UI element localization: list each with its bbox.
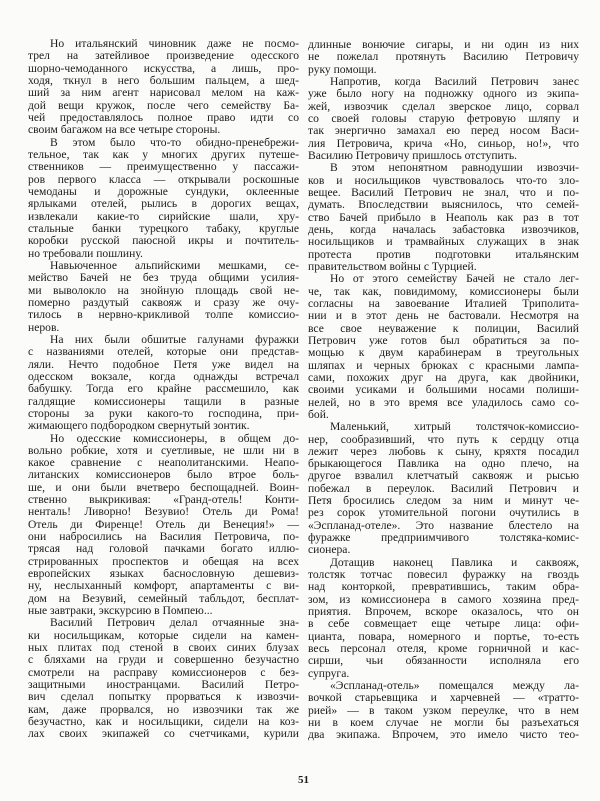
text-line: Напротив, когда Василий Петрович занес	[330, 74, 579, 88]
text-line: ший за ним агент нарисовал мелом на каж-	[28, 86, 299, 100]
text-line: побежал в переулок. Василий Петрович и	[308, 481, 579, 495]
text-line: Дотащив наконец Павлика и саквояж,	[330, 555, 579, 569]
text-line: лия Петровича, крича «Но, синьор, но!», что	[308, 136, 579, 150]
page-number: 51	[298, 774, 309, 786]
text-line: ше, и они были вчетверо беспощадней. Воин-	[28, 480, 299, 494]
text-line: Василию Петровичу пришлось отступить.	[308, 148, 518, 162]
text-line: неров.	[28, 320, 60, 334]
text-line: зом, из комиссионера в самого хозяина пред-	[308, 592, 579, 606]
text-line: вольно робкие, хотя и суетливые, не шли ни в	[28, 443, 299, 457]
text-line: так энергично замахал ею перед носом Васи-	[308, 124, 579, 138]
text-line: жей, извозчик сделал зверское лицо, сорвал	[308, 99, 579, 113]
text-line: ров первого класса — открывали роскошные	[28, 172, 299, 186]
text-line: вич сделал попытку прорваться к извозчи-	[28, 690, 299, 704]
paragraph	[28, 334, 299, 433]
paragraph	[308, 421, 579, 557]
text-line: ми выволокло на знойную площадь свой не-	[28, 283, 299, 297]
text-line: «Эспланад-отеле». Это название блестело на	[308, 518, 579, 532]
text-line: сами, похожих друг на друга, как двойники,	[308, 370, 579, 384]
text-line: все свое неуважение к полиции, Василий	[308, 321, 579, 335]
text-line: Василий Петрович делал отчаянные зна-	[50, 616, 299, 630]
text-line: сионера.	[308, 543, 351, 557]
text-line: шляпах и черных брюках с красными лампа-	[308, 358, 579, 372]
text-line: ков и носильщиков чувствовалось что-то зло-	[308, 173, 579, 187]
text-line: ство Бачей прибыло в Неаполь как раз в тот	[308, 210, 579, 224]
text-line: «Эспланад-отель» помещался между ла-	[330, 679, 579, 693]
text-line: литанских комиссионеров было втрое боль-	[28, 468, 299, 482]
text-line: померно раздутый саквояж и сразу же очу-	[28, 295, 299, 309]
text-line: стрированных проспектов и обещая на всех	[28, 554, 299, 568]
paragraph	[28, 260, 299, 334]
text-line: безучастно, как и носильщики, сидели на коз-	[28, 715, 299, 729]
text-line: ных плитах под стеной в своих синих блузах	[28, 641, 299, 655]
text-line: шорно-чемоданного искусства, а лишь, про-	[28, 61, 299, 75]
text-line: извлекали какие-то сирийские шали, хру-	[28, 209, 299, 223]
text-line: ки носильщикам, которые сидели на камен-	[28, 628, 299, 642]
text-line: Отель ди Фиренце! Отель ди Венеция!» —	[28, 517, 299, 531]
paragraph	[28, 137, 299, 260]
text-line: своими усиками и большими носами полиши-	[308, 383, 579, 397]
text-line: руку помощи.	[308, 62, 377, 76]
text-line: че, так как, повидимому, комиссионеры были	[308, 284, 579, 298]
text-line: мейство Бачей не без труда общими усилия-	[28, 271, 299, 285]
paragraph	[308, 39, 579, 76]
text-line: жимающего подбородком свернутый зонтик.	[28, 419, 250, 433]
text-line: сирши, чьи обязанности исполняла его	[308, 654, 579, 668]
text-line: Но от этого семейству Бачей не стало лег-	[330, 272, 579, 286]
text-line: два экипажа. Впрочем, это имело чисто тео-	[308, 728, 579, 742]
text-line: но требовали пошлину.	[28, 246, 143, 260]
text-line: ярлыками отелей, рылись в дорогих вещах,	[28, 197, 299, 211]
text-line: европейских языках баснословную дешевиз-	[28, 567, 299, 581]
text-line: дой вещи кружок, после чего семейству Ба-	[28, 98, 299, 112]
text-line: тилось в нервно-крикливой толпе комиссио-	[28, 308, 299, 322]
text-line: В этом непонятном равнодушии извозчи-	[330, 161, 579, 175]
text-line: рией» — в таком узком переулке, что в нем	[308, 703, 579, 717]
text-line: В этом было что-то обидно-пренебрежи-	[50, 135, 299, 149]
text-line: цианта, повара, номерного и портье, то-есть	[308, 629, 579, 643]
text-line: ну, неслыханный комфорт, апартаменты с ви-	[28, 579, 299, 593]
text-line: вещее. Василий Петрович не знал, что и по-	[308, 185, 579, 199]
text-line: ни в коем случае не могли бы разъехаться	[308, 716, 579, 730]
text-line: фуражке предприимчивого толстяка-комис-	[308, 531, 579, 545]
text-line: ные завтраки, экскурсию в Помпею...	[28, 604, 213, 618]
text-line: стальные банки турецкого табаку, круглые	[28, 221, 299, 235]
text-line: одесском вокзале, когда однажды встречал	[28, 369, 299, 383]
text-line: нии и в этот день не бастовали. Несмотря на	[308, 309, 579, 323]
text-line: тельное, так как у многих других путеше-	[28, 147, 299, 161]
text-line: длинные вонючие сигары, и ни один из них	[308, 38, 579, 51]
text-line: супруга.	[308, 666, 350, 680]
text-line: ляли. Нечто подобное Петя уже видел на	[28, 357, 299, 371]
text-line: ненталь! Ливорно! Везувио! Отель ди Рома!	[28, 505, 299, 519]
text-line: они набросились на Василия Петровича, по-	[28, 530, 299, 544]
paragraph	[308, 162, 579, 273]
text-column-right	[308, 39, 579, 742]
text-line: со своей головы старую фетровую шляпу и	[308, 111, 579, 125]
text-line: нер, сообразивший, что путь к сердцу отца	[308, 432, 579, 446]
text-line: кам, даже прорвался, но извозчики так же	[28, 702, 299, 716]
text-line: думать. Впоследствии выяснилось, что семей-	[308, 198, 579, 212]
text-line: не пожелал протянуть Василию Петровичу	[308, 50, 579, 64]
paragraph	[28, 617, 299, 740]
text-line: с бляхами на груди и совершенно безучастно	[28, 653, 299, 667]
paragraph	[308, 680, 579, 742]
text-line: дом на Везувий, семейный табльдот, бесплат-	[28, 591, 299, 605]
text-line: трясая над головой пачками богато иллю-	[28, 542, 299, 556]
text-line: Но одесские комиссионеры, в общем до-	[50, 431, 299, 445]
text-line: день, когда началась забастовка извозчиков,	[308, 222, 579, 236]
text-line: трел на затейливое произведение одесского	[28, 49, 299, 63]
text-line: с названиями отелей, которые они представ-	[28, 345, 299, 359]
text-column-left	[28, 38, 299, 741]
paragraph	[308, 76, 579, 162]
text-line: правительством войны с Турцией.	[308, 259, 477, 273]
text-line: носильщиков и трамвайных служащих в знак	[308, 235, 579, 249]
text-line: другое взвалил клетчатый саквояж и рысью	[308, 469, 579, 483]
text-line: рез сорок утомительной погони очутились в	[308, 506, 579, 520]
text-line: приятия. Впрочем, вскоре оказалось, что он	[308, 605, 579, 619]
text-line: На них были обшитые галунами фуражки	[50, 332, 299, 346]
paragraph	[308, 557, 579, 680]
text-line: лах своих экипажей со счетчиками, курили	[28, 727, 299, 741]
text-line: бабушку. Тогда его крайне рассмешило, как	[28, 382, 299, 396]
text-line: ходя, ткнул в него большим пальцем, а шед-	[28, 73, 299, 87]
text-line: толстяк тотчас повесил фуражку на гвоздь	[308, 568, 579, 582]
text-line: Навьюченное альпийскими мешками, се-	[50, 258, 299, 272]
text-line: согласны на завоевание Италией Триполита-	[308, 296, 579, 310]
text-line: вочкой старьевщика и харчевней — «тратто-	[308, 691, 579, 705]
text-line: Петрович уже готов был обратиться за по-	[308, 333, 579, 347]
text-line: над конторкой, превратившись, таким обра-	[308, 580, 579, 594]
text-line: чемоданы и дорожные сундуки, оклеенные	[28, 184, 299, 198]
paragraph	[308, 273, 579, 421]
text-line: в себе совмещает еще четыре лица: офи-	[308, 617, 579, 631]
text-line: мощью к двум карабинерам в треугольных	[308, 346, 579, 360]
text-line: стороны за руки какого-то господина, при-	[28, 406, 299, 420]
text-line: защитными иностранцами. Василий Петро-	[28, 678, 299, 692]
text-line: Но итальянский чиновник даже не посмо-	[50, 37, 299, 50]
text-line: протеста против подготовки итальянским	[308, 247, 579, 261]
text-line: лежит через любовь к сыну, кряхтя посадил	[308, 444, 579, 458]
paragraph	[28, 38, 299, 137]
text-line: чей предоставлялось полное право идти со	[28, 110, 299, 124]
text-line: бой.	[308, 407, 329, 421]
text-line: какое сравнение с неаполитанскими. Неапо-	[28, 456, 299, 470]
text-line: брыкающегося Павлика на одно плечо, на	[308, 457, 579, 471]
text-line: смотрели на расправу комиссионеров с без-	[28, 665, 299, 679]
text-line: галдящие комиссионеры тащили в разные	[28, 394, 299, 408]
text-line: своим багажом на все четыре стороны.	[28, 123, 221, 137]
text-line: уже было ногу на подножку одного из экипа-	[308, 87, 579, 101]
text-line: ственно выкрикивая: «Гранд-отель! Конти-	[28, 493, 299, 507]
text-line: нелей, но в это время все уладилось само со-	[308, 395, 579, 409]
text-line: Петя бросились следом за ним и минут че-	[308, 494, 579, 508]
text-line: Маленький, хитрый толстячок-комиссио-	[330, 420, 579, 434]
text-line: коробки русской паюсной икры и почтитель-	[28, 234, 299, 248]
paragraph	[28, 433, 299, 618]
text-line: ственников — преимущественно у пассажи-	[28, 160, 299, 174]
text-line: весь персонал отеля, кроме горничной и кас-	[308, 642, 579, 656]
